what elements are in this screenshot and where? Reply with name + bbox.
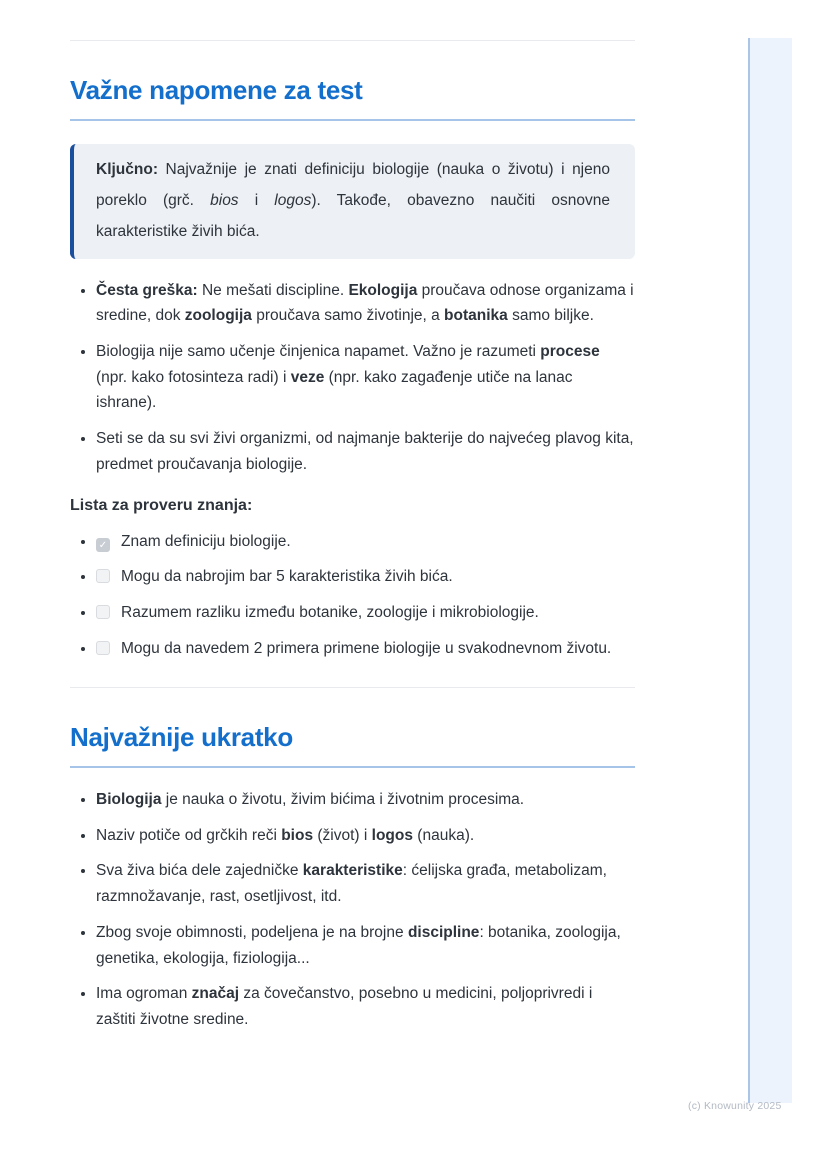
checkbox-icon <box>96 605 110 619</box>
summary-list-item <box>96 858 635 909</box>
checklist-item-label: Razumem razliku između botanike, zoologije i mikrobiologije. <box>121 603 539 621</box>
summary-list-item <box>96 823 635 849</box>
notes-list-item <box>96 278 635 329</box>
checklist-item-label: Znam definiciju biologije. <box>121 532 291 550</box>
notes-list-item <box>96 426 635 477</box>
list-item-text: Naziv potiče od grčkih reči bios (život) i logos (nauka). <box>96 826 475 844</box>
list-item-text: Česta greška: Ne mešati discipline. Ekologija proučava odnose organizama i sredine, dok zoologija proučava samo životinje, a botanika samo biljke. <box>96 281 634 325</box>
list-item-text: Biologija je nauka o životu, živim bićima i životnim procesima. <box>96 790 525 808</box>
summary-list <box>70 787 635 1033</box>
list-item-text: Biologija nije samo učenje činjenica napamet. Važno je razumeti procese (npr. kako fotosinteza radi) i veze (npr. kako zagađenje utiče na lanac ishrane). <box>96 342 600 412</box>
list-item-text: Sva živa bića dele zajedničke karakteristike: ćelijska građa, metabolizam, razmnožavanje, rast, osetljivost, itd. <box>96 862 607 906</box>
notes-list <box>70 278 635 478</box>
section-title-summary: Najvažnije ukratko <box>70 721 635 768</box>
summary-list-item <box>96 920 635 971</box>
checklist-item-label: Mogu da nabrojim bar 5 karakteristika živih bića. <box>121 568 453 586</box>
callout-text: Ključno: Najvažnije je znati definiciju biologije (nauka o životu) i njeno poreklo (grč. bios i logos). Takođe, obavezno naučiti osnovne karakteristike živih bića. <box>96 160 610 240</box>
list-item-text: Ima ogroman značaj za čovečanstvo, posebno u medicini, poljoprivredi i zaštiti životne sredine. <box>96 985 593 1028</box>
section-divider <box>70 687 635 688</box>
checkbox-icon <box>96 569 110 583</box>
summary-list-item <box>96 787 635 813</box>
checklist-item-label: Mogu da navedem 2 primera primene biologije u svakodnevnom životu. <box>121 639 612 657</box>
list-item-text: Zbog svoje obimnosti, podeljena je na brojne discipline: botanika, zoologija, genetika, ekologija, fiziologija... <box>96 923 621 967</box>
checkbox-icon: ✓ <box>96 538 110 552</box>
page-content <box>70 0 635 1043</box>
list-item-text: Seti se da su svi živi organizmi, od najmanje bakterije do najvećeg plavog kita, predmet proučavanja biologije. <box>96 430 634 473</box>
section-title-notes: Važne napomene za test <box>70 74 635 121</box>
checklist-item <box>96 600 635 626</box>
summary-list-item <box>96 981 635 1032</box>
checklist-item <box>96 636 635 662</box>
checklist-item <box>96 564 635 590</box>
knowledge-checklist <box>70 529 635 662</box>
checklist-title: Lista za proveru znanja: <box>70 496 253 514</box>
notes-list-item <box>96 339 635 416</box>
copyright-footer: (c) Knowunity 2025 <box>688 1100 782 1112</box>
page-edge-strip <box>748 38 792 1103</box>
top-divider <box>70 40 635 41</box>
key-note-callout <box>70 144 635 259</box>
checkbox-icon <box>96 641 110 655</box>
checklist-item <box>96 529 635 555</box>
